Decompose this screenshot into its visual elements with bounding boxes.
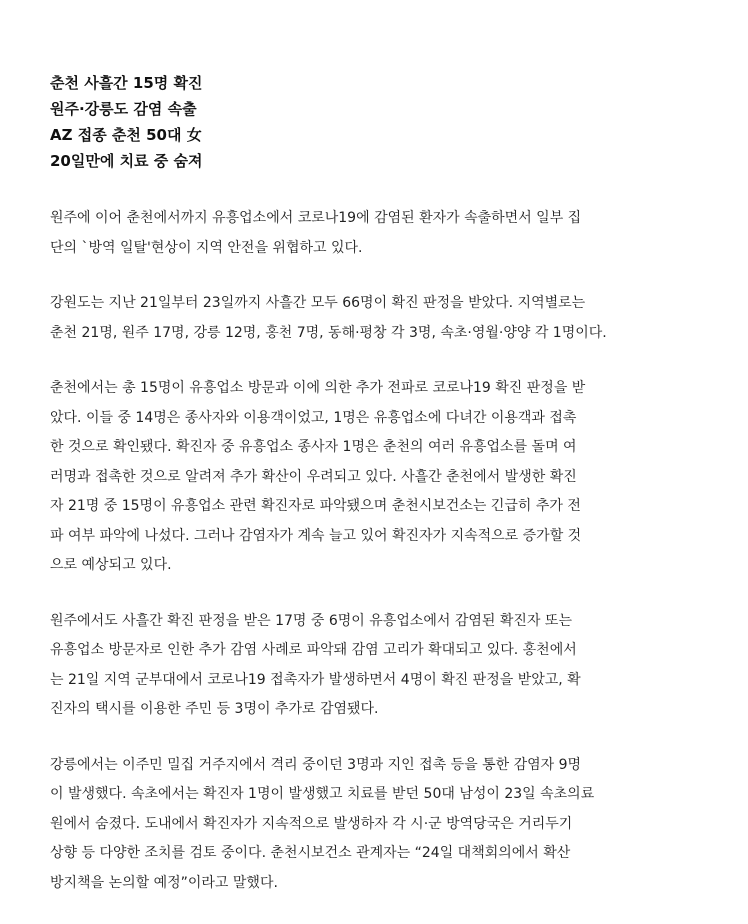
paragraph-line: 으로 예상되고 있다.: [50, 557, 172, 573]
paragraph-line: 원주에 이어 춘천에서까지 유흥업소에서 코로나19에 감염된 환자가 속출하면서 일부 집: [50, 210, 582, 226]
paragraph-line: 러명과 접촉한 것으로 알려져 추가 확산이 우려되고 있다. 사흘간 춘천에서 발생한 확진: [50, 468, 577, 485]
paragraph-4: [50, 607, 700, 725]
headline-line: 원주·강릉도 감염 속출: [50, 100, 197, 118]
headline-block: [50, 70, 700, 174]
paragraph-line: 강원도는 지난 21일부터 23일까지 사흘간 모두 66명이 확진 판정을 받았다. 지역별로는: [50, 295, 586, 311]
paragraph-line: 춘천 21명, 원주 17명, 강릉 12명, 홍천 7명, 동해·평창 각 3명, 속초·영월·양양 각 1명이다.: [50, 324, 607, 341]
paragraph-3: [50, 374, 700, 581]
paragraph-line: 았다. 이들 중 14명은 종사자와 이용객이었고, 1명은 유흥업소에 다녀간 이용객과 접촉: [50, 409, 577, 426]
paragraph-line: 방지책을 논의할 예정”이라고 말했다.: [50, 874, 278, 891]
paragraph-line: 단의 `방역 일탈'현상이 지역 안전을 위협하고 있다.: [50, 239, 363, 256]
paragraph-line: 춘천에서는 총 15명이 유흥업소 방문과 이에 의한 추가 전파로 코로나19 확진 판정을 받: [50, 380, 586, 396]
paragraph-line: 이 발생했다. 속초에서는 확진자 1명이 발생했고 치료를 받던 50대 남성이 23일 속초의료: [50, 786, 595, 802]
paragraph-line: 파 여부 파악에 나섰다. 그러나 감염자가 계속 늘고 있어 확진자가 지속적으로 증가할 것: [50, 527, 582, 544]
paragraph-line: 상향 등 다양한 조치를 검토 중이다. 춘천시보건소 관계자는 “24일 대책회의에서 확산: [50, 845, 571, 861]
headline-line: AZ 접종 춘천 50대 女: [50, 126, 202, 144]
headline-line: 춘천 사흘간 15명 확진: [50, 74, 203, 92]
paragraph-line: 원주에서도 사흘간 확진 판정을 받은 17명 중 6명이 유흥업소에서 감염된 확진자 또는: [50, 612, 572, 629]
headline-line: 20일만에 치료 중 숨져: [50, 152, 203, 170]
paragraph-line: 한 것으로 확인됐다. 확진자 중 유흥업소 종사자 1명은 춘천의 여러 유흥업소를 돌며 여: [50, 439, 577, 455]
paragraph-line: 는 21일 지역 군부대에서 코로나19 접촉자가 발생하면서 4명이 확진 판정을 받았고, 확: [50, 671, 581, 688]
paragraph-line: 유흥업소 방문자로 인한 추가 감염 사례로 파악돼 감염 고리가 확대되고 있다. 홍천에서: [50, 642, 577, 658]
paragraph-5: [50, 751, 700, 899]
article-body: [50, 204, 700, 924]
paragraph-line: 자 21명 중 15명이 유흥업소 관련 확진자로 파악됐으며 춘천시보건소는 긴급히 추가 전: [50, 498, 581, 514]
paragraph-line: 진자의 택시를 이용한 주민 등 3명이 추가로 감염됐다.: [50, 701, 379, 717]
paragraph-line: 강릉에서는 이주민 밀집 거주지에서 격리 중이던 3명과 지인 접촉 등을 통한 감염자 9명: [50, 756, 582, 773]
paragraph-1: [50, 204, 700, 263]
paragraph-2: [50, 289, 700, 348]
paragraph-line: 원에서 숨졌다. 도내에서 확진자가 지속적으로 발생하자 각 시·군 방역당국은 거리두기: [50, 815, 573, 832]
